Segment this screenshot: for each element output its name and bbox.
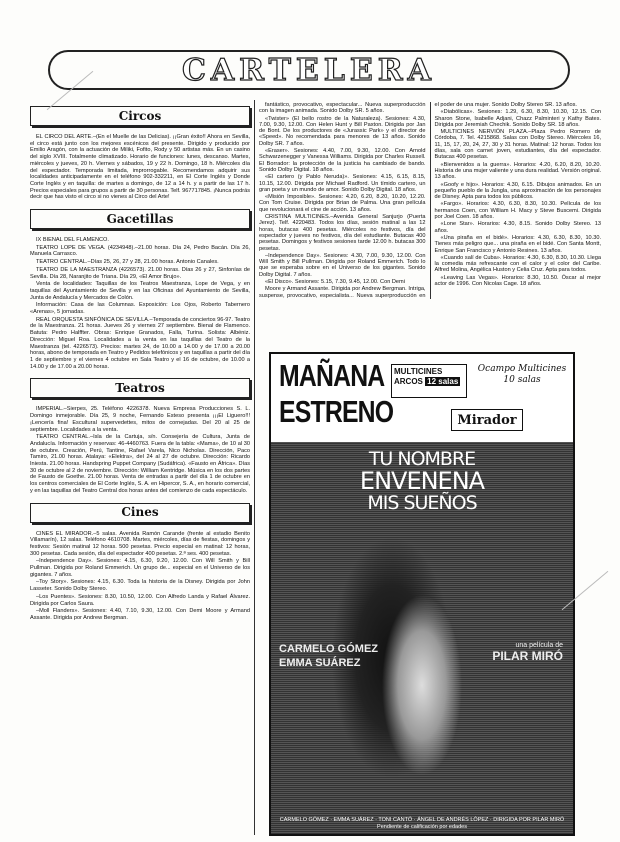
listing-paragraph: «Cuando salí de Cuba». Horarios: 4.30, 6.30, 8.30, 10.30. Llega la comedia más refrescante con el calor y el color del Caribe. Alfred Molina, Angélica Huston y Celia Cruz. Apta para todos. <box>434 254 601 274</box>
listing-paragraph: CINES EL MIRADOR.–5 salas. Avenida Ramón Carande (frente al estadio Benito Villamarín), 12 salas. Teléfono 4610708. Martes, miércoles, días de fiestas, domingos y festivos: Sesión matinal 12 horas. 500 pesetas. Precio especial en matinal: 12 horas, 300 pesetas. Cada sesión, día del espectador 400 pesetas. 2.ª ses. 400 pesetas. <box>30 530 250 557</box>
listing-paragraph: «Bienvenidos a la guerra». Horarios: 4.20, 6.20, 8.20, 10.20. Historia de una mujer valiente y una dura realidad. Versión original. 13 años. <box>434 161 601 181</box>
listing-paragraph: EL CIRCO DEL ARTE.–(En el Muelle de las Delicias). ¡¡Gran éxito!! Ahora en Sevilla, el circo está junto con los mejores escénicos del presente. Dirigido y producido por Emilio Aragón, con la actuación de Miliki, Fofito, Rody y 50 artistas más. En un casino del siglo XVIII. Totalmente climatizado. Horario de funciones: lunes, descanso. Martes, miércoles y jueves, 20 h. Viernes y sábados, 19 y 22 h. Domingo, 18 h. Miércoles día del espectador. Temporada limitada, improrrogable. Recomendamos adquirir sus localidades anticipadamente en el teléfono 902-332211, en El Corte Inglés y Donde Corte Inglés y en taquilla: de martes a domingo, de 12 a 14 h. y a partir de las 17 h. Precios especiales para grupos a partir de 30 personas. Telf. 967717845. ¡Nunca podrás decir que has visto el circo si no vienes al Circo del Arte! <box>30 134 250 201</box>
film-advertisement <box>269 352 575 836</box>
director-credit <box>492 642 563 663</box>
listing-paragraph: CRISTINA MULTICINES.–Avenida General Sanjurjo (Puerta Jerez). Telf. 4220483. Todos los días, sesión matinal a las 12 horas, butacas 400 pesetas. Miércoles no festivos, día del espectador y jueves no festivos, día del estudiante. Butacas 400 pesetas. Domingos y festivos sesiones tarde 12.00 h. butacas 300 pesetas. <box>259 214 426 252</box>
ad-headline-estreno: ESTRENO <box>279 394 394 429</box>
listing-paragraph: «El cartero (y Pablo Neruda)». Sesiones: 4.15, 6.15, 8.15, 10.15, 12.00. Dirigida por Michael Radford. Un tímido cartero, un gran poeta y un mundo de amor. Sonido Dolby Digital. 18 años. <box>259 174 426 193</box>
director-label: una película de <box>515 642 563 649</box>
listing-paragraph: REAL ORQUESTA SINFÓNICA DE SEVILLA.–Temporada de conciertos 96-97. Teatro de la Maestranza. 21 horas. Jueves 26 y viernes 27 septiembre. Bienal de Flamenco. Batuta: Pedro Halffter. Obras: Enrique Granados, Falla, Turina. Solista: Albéniz. Dirección: Miguel Roa. Localidades a la venta en las taquillas del Teatro de la Maestranza (tel. 4226573). Precios: martes 24, de 10.00 a 14.00 y de 17.00 a 20.00 horas, abono de temporada en Teatro y Pedidos telefónicos y en taquillas a partir del día 1 de septiembre y el viernes 4 octubre en Sala Teatro y el 16 de octubre, de 10.00 a 14.00 y de 17.00 a 20.00 horas. <box>30 316 250 370</box>
listing-paragraph: TEATRO LOPE DE VEGA. (4234948).–21.00 horas. Día 24, Pedro Bacán. Día 26, Manuela Carrasco. <box>30 244 250 258</box>
listing-paragraph: –Independence Day». Sesiones: 4.30, 7.00, 9.30, 12.00. Con Will Smith y Bill Pullman. Dirigida por Roland Emmerich. Todo lo que se esperaba sobre en el Universo de los gigantes. Sonido Dolby Digital. 7 años. <box>259 252 426 278</box>
listing-paragraph: TEATRO CENTRAL.–Días 25, 26, 27 y 28, 21.00 horas. Antonio Canales. <box>36 259 219 266</box>
multicines-arcos-logo <box>391 364 467 398</box>
ocampo-logo: Ocampo Multicines 10 salas <box>477 364 567 385</box>
listing-paragraph: IX BIENAL DEL FLAMENCO. <box>36 237 109 244</box>
column-divider <box>254 100 255 835</box>
listing-paragraph: «Diabólicas». Sesiones: 1.29, 6.30, 8.30, 10.30, 12.15. Con Sharon Stone, Isabelle Adjani, Chazz Palminteri y Kathy Bates. Dirigida por Jeremiah Chechik. Sonido Dolby SR. 18 años. <box>434 109 601 128</box>
cast-name: EMMA SUÁREZ <box>279 657 361 669</box>
listing-paragraph: –Independence Day». Sesiones: 4.15, 6.30, 9.20, 12.00. Con Will Smith y Bill Pullman. Dirigida por Roland Emmerich. Un grupo de... especial en el Universo de los gigantes. 7 años. <box>30 558 250 578</box>
middle-right-columns <box>259 102 601 299</box>
film-title-part: ENVENENA <box>359 467 485 495</box>
cast-name: CARMELO GÓMEZ <box>279 643 378 655</box>
listing-paragraph: Información: Casa de las Columnas. Exposición: Los Ojos, Roberto Tabernero «Arenas», 5 jornadas. <box>30 302 250 316</box>
listing-paragraph: «Twister» (El bello rostro de la Naturaleza). Sesiones: 4.30, 7.00, 9.30, 12.00. Con Helen Hunt y Bill Paxton. Dirigida por Jan de Bont. De los productores de «Jurassic Park» y el director de «Speed». No recomendada para menores de 13 años. Sonido Dolby SR. 7 años. <box>259 115 426 147</box>
listing-paragraph: TEATRO CENTRAL.–Isla de la Cartuja, s/n. Consejería de Cultura, Junta de Andalucía. Información y reservas: 46-4460763. Fuera de la tabla: «Mama», de 10 al 30 de octubre. Creación, Perú, Tantine, Rafael Varela, Nico Nicholas. Dirección, Paco Tamiro, 21.00 horas. Atalaya: «Elektra», del 24 al 27 de octubre. Dirección: Ricardo Iniesta. 21.00 horas. Handspring Puppet Company (Sudáfrica). «Fausto en África». Días 30 de octubre al 2 de noviembre. Dirección: William Kentridge. Música en los dos partes de Fausto de Goethe. 21.00 horas. Venta de entradas a partir del día 1 de octubre en los centros comerciales de El Corte Inglés, S. A. en Hipercor, S. A., en horario comercial, y en las taquillas del Teatro Central dos horas antes del comienzo de cada espectáculo. <box>30 434 250 494</box>
film-poster-image <box>271 442 573 834</box>
listing-paragraph: «Misión Imposible». Sesiones: 4.20, 6.20, 8.20, 10.20, 12.20. Con Tom Cruise. Dirigida por Brian de Palma. Una gran película que revolucionará el cine de acción. 13 años. <box>259 194 426 213</box>
director-name: PILAR MIRÓ <box>492 649 563 663</box>
listing-paragraph: –Los Puentes». Sesiones: 8.30, 10.50, 12.00. Con Alfredo Landa y Rafael Álvarez. Dirigida por Carlos Saura. <box>30 593 250 607</box>
film-title-part: MIS SUEÑOS <box>367 492 477 514</box>
middle-column <box>259 102 426 285</box>
listing-paragraph: «Leaving Las Vegas». Horarios: 8.30, 10.50. Óscar al mejor actor de 1996. Con Nicolas Cage. 18 años. <box>434 274 601 288</box>
listing-paragraph: MULTICINES NERVIÓN PLAZA.–Plaza Pedro Romero de Córdoba, 7. Tel. 4215868. Salas con Dolby Stereo. Miércoles 16, 11, 15, 17, 20, 24, 27, 30 y 31 horas. Matinal: 12 horas. Todos los días, sala con carnet joven, estudiantes, día del espectador. Butacas 400 pesetas. <box>434 129 601 161</box>
logo-text: MULTICINES ARCOS <box>394 367 443 386</box>
listing-paragraph: Moore y Armand Assante. Dirigida por Andrew Bergman. Intriga, suspense, provocativo, especialista... Nueva superproducción en el poder de una mujer. Sonido Dolby Stereo SR. 13 años. <box>259 102 577 299</box>
section-header-teatros: Teatros <box>30 378 250 398</box>
listing-paragraph: IMPERIAL.–Sierpes, 25. Teléfono 4226378. Nueva Empresa Producciones S. L. Domingo inmejorable. Día 25, 9 noche, Fernando Esteso presenta ¡¡¡El Liguero!!! ¡Lencería fina! Escultural supervedettes, mitos de cornejadas. Del 20 al 25 de septiembre. Localidades a la venta. <box>30 406 250 433</box>
listing-paragraph: fantástico, provocativo, espectacular... Nueva superproducción con la imagen animada. Sonido Dolby SR. 5 años. <box>259 102 426 115</box>
cast-names <box>279 642 378 670</box>
listing-paragraph: «Lone Star». Horarios: 4.30, 8.15. Sonido Dolby Stereo. 13 años. <box>434 221 601 234</box>
logo-salas: 12 salas <box>427 377 459 386</box>
listing-paragraph: –Moll Flanders». Sesiones: 4.40, 7.10, 9.30, 12.00. Con Demi Moore y Armand Assante. Dirigida por Andrew Bergman. <box>30 608 250 621</box>
credits-line: CARMELO GÓMEZ · EMMA SUÁREZ · TONI CANTÓ · ÁNGEL DE ANDRÉS LÓPEZ · DIRIGIDA POR PILAR MIRÓ <box>279 817 565 823</box>
section-header-circos: Circos <box>30 106 250 126</box>
poster-footer <box>271 817 573 831</box>
rating-notice: Pendiente de calificación por edades <box>377 824 467 830</box>
mirador-logo: Mirador <box>451 409 523 431</box>
listing-paragraph: «El Disco». Sesiones: 5.15, 7.30, 9.45, 12.00. Con Demi <box>265 279 405 286</box>
film-title <box>271 448 573 514</box>
left-column <box>30 102 250 623</box>
page-title: CARTELERA <box>182 52 436 88</box>
film-title-part: TU NOMBRE <box>368 448 476 470</box>
listing-paragraph: Venta de localidades: Taquillas de los Teatros Maestranza, Lope de Vega, y en taquillas del Ayuntamiento de Sevilla y en las Oficinas del Ayuntamiento de Sevilla, Junta de Andalucía y Mercados de Colón. <box>30 281 250 301</box>
section-header-gacetillas: Gacetillas <box>30 209 250 229</box>
cartelera-banner <box>48 50 570 90</box>
section-header-cines: Cines <box>30 503 250 523</box>
ad-headline-manana: MAÑANA <box>279 358 385 393</box>
listing-paragraph: TEATRO DE LA MAESTRANZA (4226573). 21.00 horas. Días 26 y 27, Sinfonías de Sevilla. Día 28, Naranjito de Triana. Día 29, «El Amor Brujo». <box>30 266 250 280</box>
listing-paragraph: «Eraser». Sesiones: 4.40, 7.00, 9.30, 12.00. Con Arnold Schwarzenegger y Vanessa Williams. Dirigida por Charles Russell. El Borrador: la protección de la justicia ha cambiado de bando. Sonido Dolby Digital. 18 años. <box>259 148 426 173</box>
listing-paragraph: –Toy Story». Sesiones: 4.15, 6.30. Toda la historia de la Disney. Dirigida por John Lasseter. Sonido Dolby Stereo. <box>30 579 250 593</box>
listing-paragraph: «Una piraña en el bidé». Horarios: 4.30, 6.30, 8.30, 10.30. Tienes más peligro que... una piraña en el bidé. Con Santa Montt, Enrique San Francisco y Antonio Resines. 13 años. <box>434 234 601 254</box>
listing-paragraph: «Goofy e hijo». Horarios: 4.30, 6.15. Dibujos animados. En un pequeño pueblo de la Jungla, una aproximación de los personajes de Disney. Apta para todos los públicos. <box>434 181 601 201</box>
listing-paragraph: «Fargo». Horarios: 4.30, 6.30, 8.30, 10.30. Película de los hermanos Coen, con William H. Macy y Steve Buscemi. Dirigida por Joel Coen. 18 años. <box>434 201 601 221</box>
